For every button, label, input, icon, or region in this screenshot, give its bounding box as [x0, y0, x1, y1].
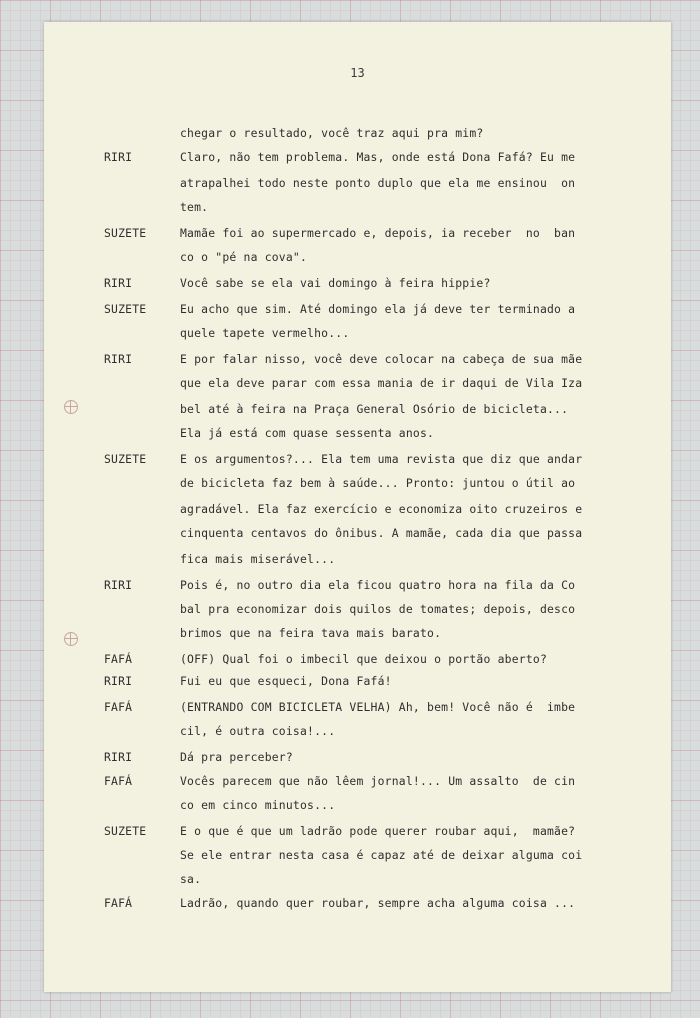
- dialogue-text: cinquenta centavos do ônibus. A mamãe, cada dia que passa: [180, 526, 583, 540]
- speaker-name: RIRI: [104, 750, 133, 764]
- dialogue-text: Você sabe se ela vai domingo à feira hippie?: [180, 276, 491, 290]
- speaker-name: RIRI: [104, 674, 133, 688]
- dialogue-text: agradável. Ela faz exercício e economiza oito cruzeiros e: [180, 502, 583, 516]
- speaker-name: SUZETE: [104, 226, 147, 240]
- speaker-name: FAFÁ: [104, 896, 133, 910]
- dialogue-text: Ladrão, quando quer roubar, sempre acha alguma coisa ...: [180, 896, 576, 910]
- punch-hole-mark-icon: [64, 632, 78, 646]
- speaker-name: RIRI: [104, 150, 133, 164]
- dialogue-text: Eu acho que sim. Até domingo ela já deve ter terminado a: [180, 302, 576, 316]
- speaker-name: RIRI: [104, 578, 133, 592]
- dialogue-text: Dá pra perceber?: [180, 750, 293, 764]
- dialogue-text: cil, é outra coisa!...: [180, 724, 336, 738]
- dialogue-text: tem.: [180, 200, 209, 214]
- speaker-name: RIRI: [104, 352, 133, 366]
- dialogue-text: sa.: [180, 872, 202, 886]
- page-number: 13: [350, 66, 365, 80]
- speaker-name: SUZETE: [104, 302, 147, 316]
- dialogue-text: Claro, não tem problema. Mas, onde está Dona Fafá? Eu me: [180, 150, 576, 164]
- dialogue-text: bel até à feira na Praça General Osório de bicicleta...: [180, 402, 569, 416]
- speaker-name: FAFÁ: [104, 774, 133, 788]
- speaker-name: SUZETE: [104, 452, 147, 466]
- speaker-name: FAFÁ: [104, 652, 133, 666]
- dialogue-text: co o "pé na cova".: [180, 250, 308, 264]
- speaker-name: FAFÁ: [104, 700, 133, 714]
- dialogue-text: fica mais miserável...: [180, 552, 336, 566]
- dialogue-text: bal pra economizar dois quilos de tomates; depois, desco: [180, 602, 576, 616]
- dialogue-text: Fui eu que esqueci, Dona Fafá!: [180, 674, 392, 688]
- dialogue-text: E os argumentos?... Ela tem uma revista que diz que andar: [180, 452, 583, 466]
- speaker-name: SUZETE: [104, 824, 147, 838]
- speaker-name: RIRI: [104, 276, 133, 290]
- dialogue-text: Mamãe foi ao supermercado e, depois, ia receber no ban: [180, 226, 576, 240]
- dialogue-text: co em cinco minutos...: [180, 798, 336, 812]
- dialogue-text: chegar o resultado, você traz aqui pra mim?: [180, 126, 484, 140]
- script-page: [44, 22, 671, 992]
- dialogue-text: E o que é que um ladrão pode querer roubar aqui, mamãe?: [180, 824, 576, 838]
- dialogue-text: Pois é, no outro dia ela ficou quatro hora na fila da Co: [180, 578, 576, 592]
- dialogue-text: quele tapete vermelho...: [180, 326, 350, 340]
- dialogue-text: atrapalhei todo neste ponto duplo que ela me ensinou on: [180, 176, 576, 190]
- dialogue-text: E por falar nisso, você deve colocar na cabeça de sua mãe: [180, 352, 583, 366]
- dialogue-text: de bicicleta faz bem à saúde... Pronto: juntou o útil ao: [180, 476, 576, 490]
- dialogue-text: Vocês parecem que não lêem jornal!... Um assalto de cin: [180, 774, 576, 788]
- dialogue-text: Ela já está com quase sessenta anos.: [180, 426, 435, 440]
- dialogue-text: que ela deve parar com essa mania de ir daqui de Vila Iza: [180, 376, 583, 390]
- dialogue-text: Se ele entrar nesta casa é capaz até de deixar alguma coi: [180, 848, 583, 862]
- dialogue-text: brimos que na feira tava mais barato.: [180, 626, 442, 640]
- dialogue-text: (ENTRANDO COM BICICLETA VELHA) Ah, bem! Você não é imbe: [180, 700, 576, 714]
- dialogue-text: (OFF) Qual foi o imbecil que deixou o portão aberto?: [180, 652, 548, 666]
- punch-hole-mark-icon: [64, 400, 78, 414]
